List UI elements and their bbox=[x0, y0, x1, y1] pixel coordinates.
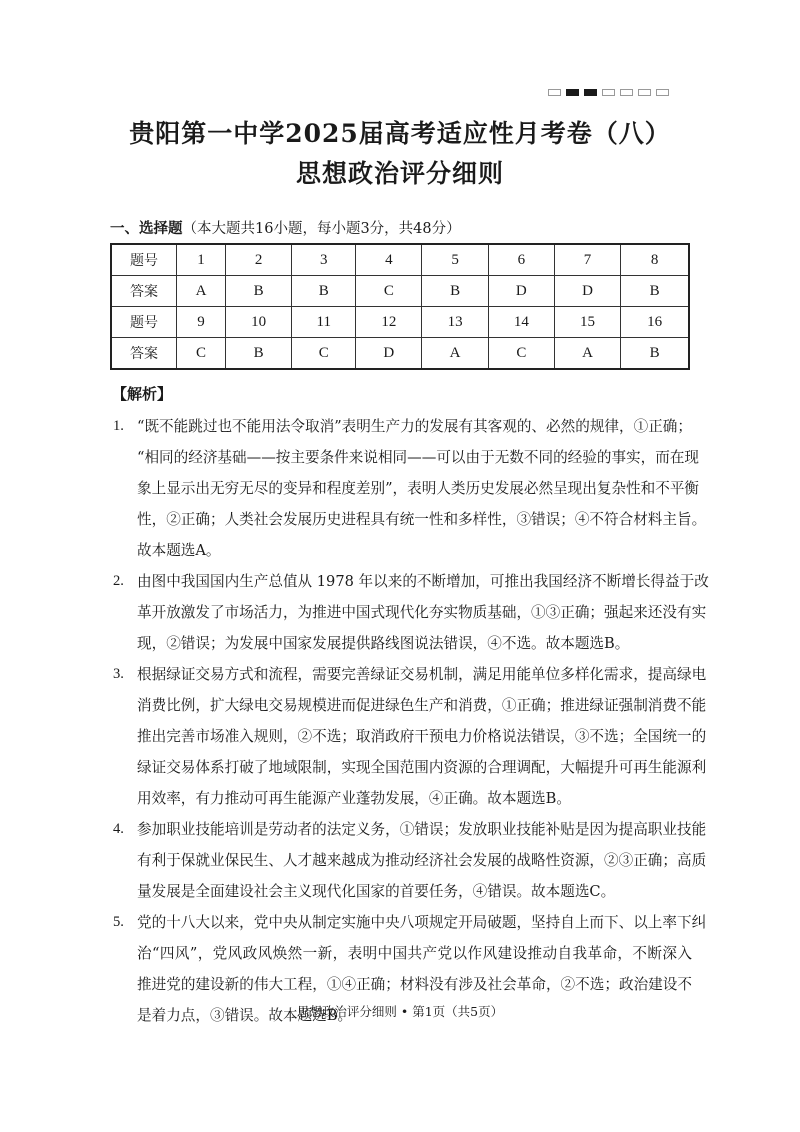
item-number: 3. bbox=[113, 666, 124, 682]
table-cell: 16 bbox=[621, 307, 689, 338]
page-mark bbox=[620, 89, 633, 96]
analysis-heading: 【解析】 bbox=[112, 385, 173, 403]
analysis-item bbox=[110, 411, 707, 566]
table-cell: 13 bbox=[422, 307, 488, 338]
item-text-line: 是着力点，③错误。故本题选B。 bbox=[137, 1007, 353, 1024]
item-text-line: 用效率，有力推动可再生能源产业蓬勃发展，④正确。故本题选B。 bbox=[137, 790, 571, 807]
row-header: 题号 bbox=[111, 244, 177, 276]
item-text-line: 绿证交易体系打破了地域限制，实现全国范围内资源的合理调配，大幅提升可再生能源利 bbox=[137, 759, 707, 776]
item-number: 1. bbox=[113, 418, 124, 434]
table-cell: C bbox=[356, 276, 422, 307]
table-cell: C bbox=[177, 338, 226, 370]
table-cell: 5 bbox=[422, 244, 488, 276]
page-subtitle: 思想政治评分细则 bbox=[295, 159, 504, 188]
row-header: 答案 bbox=[111, 276, 177, 307]
table-cell: A bbox=[177, 276, 226, 307]
table-cell: B bbox=[422, 276, 488, 307]
item-number: 4. bbox=[113, 821, 124, 837]
row-header: 答案 bbox=[111, 338, 177, 370]
item-text-line: 性，②正确；人类社会发展历史进程具有统一性和多样性，③错误；④不符合材料主旨。 bbox=[137, 511, 707, 528]
table-cell: A bbox=[422, 338, 488, 370]
item-text-line: 党的十八大以来，党中央从制定实施中央八项规定开局破题，坚持自上而下、以上率下纠 bbox=[137, 914, 707, 931]
analysis-item bbox=[110, 659, 707, 814]
item-text-line: “相同的经济基础——按主要条件来说相同——可以由于无数不同的经验的事实，而在现 bbox=[137, 449, 700, 466]
table-cell: A bbox=[554, 338, 620, 370]
page-mark bbox=[602, 89, 615, 96]
table-cell: 2 bbox=[226, 244, 292, 276]
table-cell: B bbox=[226, 338, 292, 370]
item-text-line: 量发展是全面建设社会主义现代化国家的首要任务，④错误。故本题选C。 bbox=[137, 883, 616, 900]
item-text-line: 治“四风”，党风政风焕然一新，表明中国共产党以作风建设推动自我革命，不断深入 bbox=[137, 945, 692, 962]
section-label: 一、选择题 bbox=[110, 220, 183, 237]
table-cell: B bbox=[226, 276, 292, 307]
answer-table bbox=[110, 243, 690, 370]
analysis-item bbox=[110, 814, 707, 907]
analysis-list bbox=[110, 411, 709, 1031]
item-text-line: 推进党的建设新的伟大工程，①④正确；材料没有涉及社会革命，②不选；政治建设不 bbox=[137, 976, 692, 993]
analysis-item bbox=[110, 566, 709, 659]
table-cell: 4 bbox=[356, 244, 422, 276]
page-mark bbox=[584, 89, 597, 96]
table-cell: B bbox=[621, 338, 689, 370]
item-text-line: 推出完善市场准入规则，②不选；取消政府干预电力价格说法错误，③不选；全国统一的 bbox=[137, 728, 707, 745]
section-note: （本大题共16小题，每小题3分，共48分） bbox=[182, 221, 461, 237]
table-cell: C bbox=[488, 338, 554, 370]
page-title: 贵阳第一中学2025届高考适应性月考卷（八） bbox=[129, 119, 671, 148]
item-number: 2. bbox=[113, 573, 124, 589]
item-text-line: 由图中我国国内生产总值从 1978 年以来的不断增加，可推出我国经济不断增长得益于改 bbox=[137, 573, 709, 590]
table-row bbox=[111, 307, 689, 338]
item-text-line: 现，②错误；为发展中国家发展提供路线图说法错误，④不选。故本题选B。 bbox=[137, 635, 630, 652]
table-cell: 3 bbox=[292, 244, 356, 276]
table-cell: 9 bbox=[177, 307, 226, 338]
section-heading bbox=[110, 217, 461, 238]
item-text-line: 参加职业技能培训是劳动者的法定义务，①错误；发放职业技能补贴是因为提高职业技能 bbox=[137, 821, 707, 838]
table-cell: B bbox=[292, 276, 356, 307]
item-text-line: 根据绿证交易方式和流程，需要完善绿证交易机制，满足用能单位多样化需求，提高绿电 bbox=[137, 666, 707, 683]
page-mark bbox=[548, 89, 561, 96]
row-header: 题号 bbox=[111, 307, 177, 338]
item-text-line: 革开放激发了市场活力，为推进中国式现代化夯实物质基础，①③正确；强起来还没有实 bbox=[137, 604, 707, 621]
table-row bbox=[111, 338, 689, 370]
table-cell: 10 bbox=[226, 307, 292, 338]
item-text-line: 有利于保就业保民生、人才越来越成为推动经济社会发展的战略性资源，②③正确；高质 bbox=[137, 852, 707, 869]
item-text-line: “既不能跳过也不能用法令取消”表明生产力的发展有其客观的、必然的规律，①正确； bbox=[137, 418, 692, 435]
table-row bbox=[111, 244, 689, 276]
table-cell: 7 bbox=[554, 244, 620, 276]
table-cell: 15 bbox=[554, 307, 620, 338]
table-cell: C bbox=[292, 338, 356, 370]
table-cell: 12 bbox=[356, 307, 422, 338]
table-cell: 1 bbox=[177, 244, 226, 276]
table-cell: 8 bbox=[621, 244, 689, 276]
item-text-line: 故本题选A。 bbox=[137, 542, 221, 559]
page-mark bbox=[566, 89, 579, 96]
page-footer: 思想政治评分细则 • 第1页（共5页） bbox=[296, 1004, 504, 1019]
page-marks bbox=[548, 89, 669, 96]
item-text-line: 象上显示出无穷无尽的变异和程度差别”，表明人类历史发展必然呈现出复杂性和不平衡 bbox=[137, 480, 700, 497]
table-cell: D bbox=[356, 338, 422, 370]
table-row bbox=[111, 276, 689, 307]
page-mark bbox=[656, 89, 669, 96]
table-cell: B bbox=[621, 276, 689, 307]
table-cell: 6 bbox=[488, 244, 554, 276]
page-mark bbox=[638, 89, 651, 96]
table-cell: D bbox=[488, 276, 554, 307]
item-text-line: 消费比例，扩大绿电交易规模进而促进绿色生产和消费，①正确；推进绿证强制消费不能 bbox=[137, 697, 707, 714]
table-cell: 11 bbox=[292, 307, 356, 338]
item-number: 5. bbox=[113, 914, 124, 930]
table-cell: 14 bbox=[488, 307, 554, 338]
table-cell: D bbox=[554, 276, 620, 307]
